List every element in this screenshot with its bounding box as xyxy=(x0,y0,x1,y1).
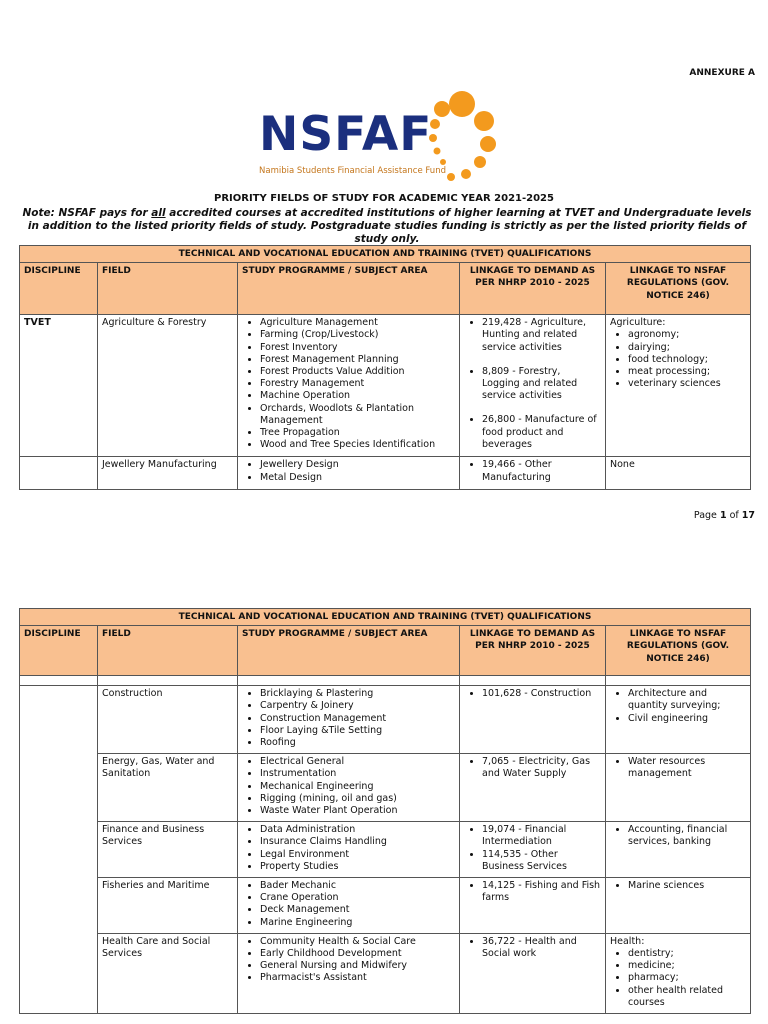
table-caption: TECHNICAL AND VOCATIONAL EDUCATION AND TRAINING (TVET) QUALIFICATIONS xyxy=(20,246,751,263)
programme-item: • Machine Operation xyxy=(260,390,455,402)
regulation-cell xyxy=(606,315,751,457)
demand-item-list xyxy=(464,688,601,700)
header-discipline: DISCIPLINE xyxy=(20,626,98,676)
header-regulations: LINKAGE TO NSFAF REGULATIONS (GOV. NOTICE 246) xyxy=(606,263,751,315)
programme-cell xyxy=(238,457,460,489)
regulation-cell xyxy=(606,822,751,878)
discipline-cell xyxy=(20,457,98,489)
regulation-intro: Health: xyxy=(610,935,645,947)
regulation-cell xyxy=(606,754,751,822)
header-regulations: LINKAGE TO NSFAF REGULATIONS (GOV. NOTICE 246) xyxy=(606,626,751,676)
programme-item: • General Nursing and Midwifery xyxy=(260,960,455,972)
regulation-item: • food technology; xyxy=(628,354,746,366)
table-caption: TECHNICAL AND VOCATIONAL EDUCATION AND TRAINING (TVET) QUALIFICATIONS xyxy=(20,609,751,626)
programme-item: • Crane Operation xyxy=(260,892,455,904)
demand-item-list xyxy=(464,317,601,451)
regulation-item-list xyxy=(610,329,746,390)
table-row xyxy=(20,457,751,489)
discipline-cell xyxy=(20,822,98,878)
demand-item-list xyxy=(464,936,601,960)
demand-cell xyxy=(460,686,606,754)
programme-item: • Wood and Tree Species Identification xyxy=(260,439,455,451)
programme-item: • Metal Design xyxy=(260,472,455,484)
field-cell: Fisheries and Maritime xyxy=(98,878,238,934)
demand-item: • 7,065 - Electricity, Gas and Water Supply xyxy=(482,756,601,780)
discipline-cell: TVET xyxy=(20,315,98,457)
programme-item: • Mechanical Engineering xyxy=(260,781,455,793)
regulation-cell xyxy=(606,686,751,754)
programme-item: • Bader Mechanic xyxy=(260,880,455,892)
programme-item: • Property Studies xyxy=(260,861,455,873)
programme-item: • Legal Environment xyxy=(260,849,455,861)
tvet-table-page1 xyxy=(19,245,751,490)
discipline-cell xyxy=(20,933,98,1013)
regulation-cell xyxy=(606,878,751,934)
programme-item: • Jewellery Design xyxy=(260,459,455,471)
demand-item: • 26,800 - Manufacture of food product and beverages xyxy=(482,414,601,451)
regulation-item: • Accounting, financial services, banking xyxy=(628,824,746,848)
regulation-item: • pharmacy; xyxy=(628,972,746,984)
regulation-item: • dairying; xyxy=(628,342,746,354)
regulation-item: • Civil engineering xyxy=(628,713,746,725)
demand-item-list xyxy=(464,459,601,483)
regulation-item-list xyxy=(610,824,746,848)
annexure-label: ANNEXURE A xyxy=(689,68,755,78)
programme-item: • Pharmacist's Assistant xyxy=(260,972,455,984)
discipline-cell xyxy=(20,878,98,934)
header-programme: STUDY PROGRAMME / SUBJECT AREA xyxy=(238,626,460,676)
programme-item: • Agriculture Management xyxy=(260,317,455,329)
header-field: FIELD xyxy=(98,626,238,676)
field-cell: Finance and Business Services xyxy=(98,822,238,878)
demand-item-list xyxy=(464,824,601,873)
discipline-cell xyxy=(20,686,98,754)
field-cell: Agriculture & Forestry xyxy=(98,315,238,457)
regulation-item: • Water resources management xyxy=(628,756,746,780)
table-row xyxy=(20,878,751,934)
regulation-item-list xyxy=(610,756,746,780)
header-discipline: DISCIPLINE xyxy=(20,263,98,315)
programme-cell xyxy=(238,686,460,754)
demand-cell xyxy=(460,933,606,1013)
programme-item: • Early Childhood Development xyxy=(260,948,455,960)
tvet-table-page2 xyxy=(19,608,751,1014)
programme-item: • Bricklaying & Plastering xyxy=(260,688,455,700)
regulation-item: • other health related courses xyxy=(628,985,746,1009)
regulation-item-list xyxy=(610,688,746,725)
programme-item: • Forest Products Value Addition xyxy=(260,366,455,378)
programme-item: • Community Health & Social Care xyxy=(260,936,455,948)
programme-cell xyxy=(238,822,460,878)
programme-item: • Marine Engineering xyxy=(260,917,455,929)
table-row xyxy=(20,822,751,878)
demand-cell xyxy=(460,754,606,822)
demand-cell xyxy=(460,457,606,489)
table-row xyxy=(20,754,751,822)
programme-item-list xyxy=(242,317,455,451)
regulation-item: • veterinary sciences xyxy=(628,378,746,390)
regulation-item: • medicine; xyxy=(628,960,746,972)
demand-item: • 19,466 - Other Manufacturing xyxy=(482,459,601,483)
table-row xyxy=(20,933,751,1013)
regulation-item: • meat processing; xyxy=(628,366,746,378)
programme-item: • Orchards, Woodlots & Plantation Management xyxy=(260,403,455,427)
field-cell: Jewellery Manufacturing xyxy=(98,457,238,489)
programme-item-list xyxy=(242,688,455,749)
programme-item: • Deck Management xyxy=(260,904,455,916)
header-field: FIELD xyxy=(98,263,238,315)
demand-item: • 101,628 - Construction xyxy=(482,688,601,700)
page-number: Page 1 of 17 xyxy=(693,510,755,521)
demand-item-list xyxy=(464,880,601,904)
nsfaf-logo xyxy=(256,88,506,188)
regulation-item-list xyxy=(610,948,746,1009)
table-row xyxy=(20,686,751,754)
programme-item-list xyxy=(242,756,455,817)
programme-item: • Construction Management xyxy=(260,713,455,725)
field-cell: Construction xyxy=(98,686,238,754)
programme-item-list xyxy=(242,880,455,929)
discipline-cell xyxy=(20,754,98,822)
demand-item: • 8,809 - Forestry, Logging and related service activities xyxy=(482,366,601,403)
demand-item: • 219,428 - Agriculture, Hunting and related service activities xyxy=(482,317,601,354)
programme-item: • Instrumentation xyxy=(260,768,455,780)
demand-item: • 14,125 - Fishing and Fish farms xyxy=(482,880,601,904)
regulation-item: • Architecture and quantity surveying; xyxy=(628,688,746,712)
programme-item: • Forest Management Planning xyxy=(260,354,455,366)
table-row xyxy=(20,315,751,457)
programme-item: • Floor Laying &Tile Setting xyxy=(260,725,455,737)
programme-item: • Forestry Management xyxy=(260,378,455,390)
demand-cell xyxy=(460,822,606,878)
programme-item-list xyxy=(242,459,455,483)
logo-wordmark: NSFAF xyxy=(259,107,433,162)
programme-item-list xyxy=(242,824,455,873)
regulation-cell xyxy=(606,457,751,489)
header-programme: STUDY PROGRAMME / SUBJECT AREA xyxy=(238,263,460,315)
field-cell: Energy, Gas, Water and Sanitation xyxy=(98,754,238,822)
demand-item: • 36,722 - Health and Social work xyxy=(482,936,601,960)
programme-cell xyxy=(238,878,460,934)
regulation-item: • Marine sciences xyxy=(628,880,746,892)
programme-item: • Tree Propagation xyxy=(260,427,455,439)
header-demand: LINKAGE TO DEMAND AS PER NHRP 2010 - 2025 xyxy=(460,263,606,315)
field-cell: Health Care and Social Services xyxy=(98,933,238,1013)
programme-cell xyxy=(238,315,460,457)
programme-item: • Rigging (mining, oil and gas) xyxy=(260,793,455,805)
document-title: PRIORITY FIELDS OF STUDY FOR ACADEMIC YEAR 2021-2025 xyxy=(214,193,554,204)
programme-item: • Carpentry & Joinery xyxy=(260,700,455,712)
programme-item: • Farming (Crop/Livestock) xyxy=(260,329,455,341)
programme-item-list xyxy=(242,936,455,985)
regulation-text: None xyxy=(610,459,635,471)
demand-cell xyxy=(460,878,606,934)
logo-subtitle: Namibia Students Financial Assistance Fund xyxy=(259,166,446,176)
header-demand: LINKAGE TO DEMAND AS PER NHRP 2010 - 2025 xyxy=(460,626,606,676)
programme-item: • Roofing xyxy=(260,737,455,749)
regulation-item-list xyxy=(610,880,746,892)
programme-item: • Waste Water Plant Operation xyxy=(260,805,455,817)
programme-item: • Insurance Claims Handling xyxy=(260,836,455,848)
funding-note: Note: NSFAF pays for all accredited courses at accredited institutions of higher learning at TVET and Undergraduate levels in addition to the listed priority fields of study. Postgraduate studies funding is strictly as per the listed priority fields of study only. xyxy=(22,207,752,245)
demand-item-list xyxy=(464,756,601,780)
demand-item: • 19,074 - Financial Intermediation xyxy=(482,824,601,848)
regulation-item: • agronomy; xyxy=(628,329,746,341)
regulation-cell xyxy=(606,933,751,1013)
programme-cell xyxy=(238,754,460,822)
programme-cell xyxy=(238,933,460,1013)
programme-item: • Data Administration xyxy=(260,824,455,836)
demand-cell xyxy=(460,315,606,457)
programme-item: • Forest Inventory xyxy=(260,342,455,354)
programme-item: • Electrical General xyxy=(260,756,455,768)
regulation-item: • dentistry; xyxy=(628,948,746,960)
regulation-intro: Agriculture: xyxy=(610,317,666,329)
spacer-row xyxy=(20,676,751,686)
demand-item: • 114,535 - Other Business Services xyxy=(482,849,601,873)
